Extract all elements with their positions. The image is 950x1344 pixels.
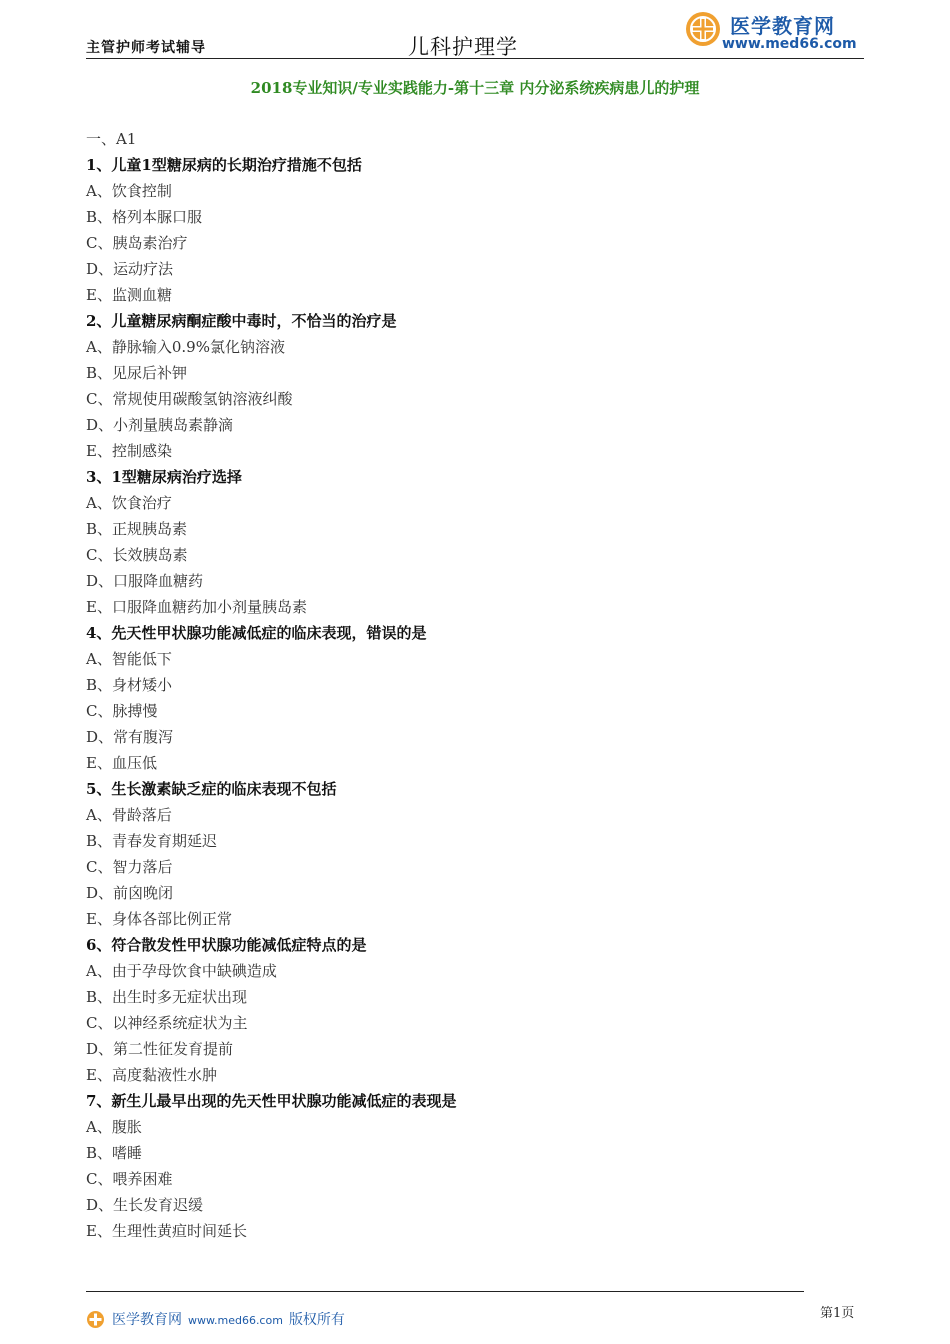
answer-option: C、长效胰岛素 [86, 546, 188, 564]
page-number: 第1页 [820, 1306, 855, 1321]
answer-option: D、运动疗法 [86, 260, 174, 278]
question-block [86, 464, 864, 620]
answer-option: E、监测血糖 [86, 286, 172, 304]
answer-option: D、小剂量胰岛素静滴 [86, 416, 234, 434]
answer-option: A、静脉输入0.9%氯化钠溶液 [86, 338, 285, 356]
site-logo[interactable] [684, 10, 864, 56]
answer-option: B、身材矮小 [86, 676, 173, 694]
logo-site-name: 医学教育网 [730, 14, 835, 38]
answer-option: A、由于孕母饮食中缺碘造成 [86, 962, 277, 980]
question-list [86, 126, 864, 1244]
question-stem: 4、先天性甲状腺功能减低症的临床表现，错误的是 [86, 624, 427, 642]
answer-option: A、骨龄落后 [86, 806, 172, 824]
answer-option: B、格列本脲口服 [86, 208, 203, 226]
answer-option: B、见尿后补钾 [86, 364, 188, 382]
med66-logo-icon [684, 10, 722, 48]
question-block [86, 152, 864, 308]
answer-option: E、口服降血糖药加小剂量胰岛素 [86, 598, 307, 616]
question-block [86, 776, 864, 932]
questions-container [86, 152, 864, 1244]
answer-option: C、脉搏慢 [86, 702, 158, 720]
footer-divider [86, 1291, 804, 1292]
answer-option: D、口服降血糖药 [86, 572, 204, 590]
document-title: 儿科护理学 [408, 35, 518, 59]
question-block [86, 308, 864, 464]
question-stem: 2、儿童糖尿病酮症酸中毒时，不恰当的治疗是 [86, 312, 397, 330]
question-block [86, 1088, 864, 1244]
answer-option: E、身体各部比例正常 [86, 910, 232, 928]
answer-option: A、智能低下 [86, 650, 172, 668]
answer-option: D、前囟晚闭 [86, 884, 174, 902]
chapter-title: 2018专业知识/专业实践能力-第十三章 内分泌系统疾病患儿的护理 [250, 79, 700, 97]
question-stem: 3、1型糖尿病治疗选择 [86, 468, 242, 486]
answer-option: C、胰岛素治疗 [86, 234, 188, 252]
answer-option: A、饮食控制 [86, 182, 172, 200]
question-stem: 6、符合散发性甲状腺功能减低症特点的是 [86, 936, 367, 954]
answer-option: E、控制感染 [86, 442, 172, 460]
answer-option: C、常规使用碳酸氢钠溶液纠酸 [86, 390, 293, 408]
question-stem: 7、新生儿最早出现的先天性甲状腺功能减低症的表现是 [86, 1092, 457, 1110]
answer-option: E、高度黏液性水肿 [86, 1066, 217, 1084]
answer-option: D、生长发育迟缓 [86, 1196, 204, 1214]
answer-option: E、生理性黄疸时间延长 [86, 1222, 247, 1240]
logo-url: www.med66.com [722, 36, 857, 52]
answer-option: B、出生时多无症状出现 [86, 988, 248, 1006]
answer-option: A、饮食治疗 [86, 494, 172, 512]
question-stem: 1、儿童1型糖尿病的长期治疗措施不包括 [86, 156, 362, 174]
answer-option: E、血压低 [86, 754, 157, 772]
header-subtitle: 主管护师考试辅导 [86, 40, 206, 56]
footer-rights: 版权所有 [288, 1312, 345, 1328]
answer-option: D、第二性征发育提前 [86, 1040, 234, 1058]
answer-option: C、喂养困难 [86, 1170, 173, 1188]
footer-logo-icon [86, 1310, 105, 1329]
question-block [86, 932, 864, 1088]
answer-option: A、腹胀 [86, 1118, 142, 1136]
answer-option: B、嗜睡 [86, 1144, 143, 1162]
answer-option: D、常有腹泻 [86, 728, 174, 746]
footer-site-name: 医学教育网 [112, 1312, 182, 1328]
footer-text [112, 1309, 345, 1329]
answer-option: C、以神经系统症状为主 [86, 1014, 248, 1032]
answer-option: C、智力落后 [86, 858, 173, 876]
answer-option: B、青春发育期延迟 [86, 832, 218, 850]
question-stem: 5、生长激素缺乏症的临床表现不包括 [86, 780, 337, 798]
question-block [86, 620, 864, 776]
answer-option: B、正规胰岛素 [86, 520, 188, 538]
header-divider [86, 58, 864, 59]
section-heading: 一、A1 [86, 130, 137, 148]
footer-url[interactable]: www.med66.com [188, 1314, 283, 1327]
